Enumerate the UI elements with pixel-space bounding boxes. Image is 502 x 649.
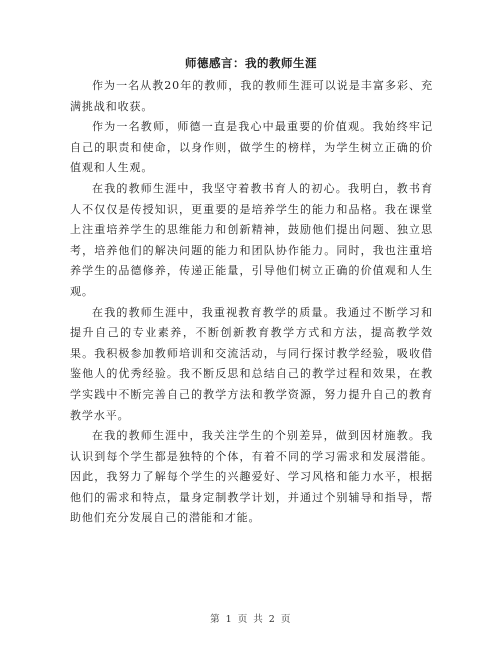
paragraph-original-aspiration: 在我的教师生涯中，我坚守着教书育人的初心。我明白，教书育人不仅仅是传授知识，更重要的是培养学生的能力和品格。我在课堂上注重培养学生的思维能力和创新精神，鼓励他们提出问题、独立思考，培养他们的解决问题的能力和团队协作能力。同时，我也注重培养学生的品德修养，传递正能量，引导他们树立正确的价值观和人生观。	[70, 181, 433, 298]
paragraph-individual-differences: 在我的教师生涯中，我关注学生的个别差异，做到因材施教。我认识到每个学生都是独特的个体，有着不同的学习需求和发展潜能。因此，我努力了解每个学生的兴趣爱好、学习风格和能力水平，根据他们的需求和特点，量身定制教学计划，并通过个别辅导和指导，帮助他们充分发展自己的潜能和才能。	[70, 429, 433, 525]
document-title: 师德感言：我的教师生涯	[185, 56, 317, 70]
document-body	[70, 76, 433, 529]
page-number-footer: 第 1 页 共 2 页	[210, 614, 292, 625]
paragraph-ethics: 作为一名教师，师德一直是我心中最重要的价值观。我始终牢记自己的职责和使命，以身作则，做学生的榜样，为学生树立正确的价值观和人生观。	[70, 120, 433, 175]
paragraph-teaching-quality: 在我的教师生涯中，我重视教育教学的质量。我通过不断学习和提升自己的专业素养，不断创新教育教学方式和方法，提高教学效果。我积极参加教师培训和交流活动，与同行探讨教学经验，吸收借鉴他人的优秀经验。我不断反思和总结自己的教学过程和效果，在教学实践中不断完善自己的教学方法和教学资源，努力提升自己的教育教学水平。	[70, 305, 433, 422]
paragraph-intro: 作为一名从教20年的教师，我的教师生涯可以说是丰富多彩、充满挑战和收获。	[70, 79, 433, 113]
